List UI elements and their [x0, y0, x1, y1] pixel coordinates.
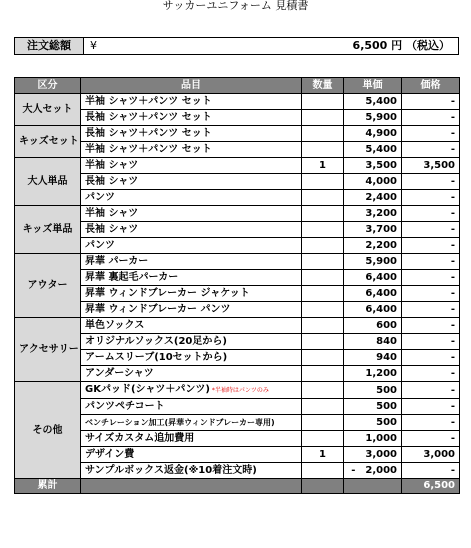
table-row [15, 334, 460, 350]
table-row [15, 447, 460, 463]
price-cell: - [402, 126, 460, 142]
item-note: *半袖時はパンツのみ [211, 387, 269, 394]
price-cell: 3,000 [402, 447, 460, 463]
table-row [15, 431, 460, 447]
price-cell: - [402, 190, 460, 206]
price-cell: - [402, 174, 460, 190]
header-unit-price: 単価 [344, 78, 402, 94]
item-cell [81, 270, 302, 286]
unit-price-cell: 5,900 [344, 110, 402, 126]
header-item: 品目 [81, 78, 302, 94]
sum-empty-cell [302, 479, 344, 494]
unit-price-cell: 500 [344, 415, 402, 431]
item-label: パンツペチコート [85, 401, 165, 412]
price-cell: - [402, 431, 460, 447]
item-cell [81, 142, 302, 158]
table-row [15, 222, 460, 238]
header-quantity: 数量 [302, 78, 344, 94]
quantity-cell [302, 366, 344, 382]
item-cell [81, 206, 302, 222]
quantity-cell [302, 399, 344, 415]
sum-price: 6,500 [402, 479, 460, 494]
quote-table [14, 77, 460, 494]
price-cell: - [402, 238, 460, 254]
item-cell [81, 110, 302, 126]
table-row [15, 206, 460, 222]
item-label: 単色ソックス [85, 320, 145, 331]
quantity-cell [302, 206, 344, 222]
item-label: デザイン費 [85, 449, 135, 460]
unit-price-cell: 3,700 [344, 222, 402, 238]
item-label: サンプルボックス返金(※10着注文時) [85, 465, 257, 476]
table-row [15, 302, 460, 318]
table-row [15, 382, 460, 399]
quantity-cell [302, 126, 344, 142]
quantity-cell [302, 190, 344, 206]
document-title: サッカーユニフォーム 見積書 [162, 0, 309, 12]
price-cell: - [402, 110, 460, 126]
item-cell [81, 447, 302, 463]
quantity-cell: 1 [302, 158, 344, 174]
item-cell [81, 366, 302, 382]
item-cell [81, 254, 302, 270]
unit-price-cell: 3,500 [344, 158, 402, 174]
item-cell [81, 318, 302, 334]
quantity-cell [302, 270, 344, 286]
order-total-box [14, 37, 459, 55]
item-label: アームスリーブ(10セットから) [85, 352, 228, 363]
table-row [15, 415, 460, 431]
quantity-cell [302, 174, 344, 190]
quantity-cell [302, 222, 344, 238]
quantity-cell [302, 286, 344, 302]
item-label: パンツ [85, 240, 115, 251]
item-cell [81, 174, 302, 190]
quantity-cell [302, 318, 344, 334]
item-cell [81, 415, 302, 431]
quantity-cell [302, 94, 344, 110]
item-label: 昇華 ウィンドブレーカー パンツ [85, 304, 231, 315]
price-cell: - [402, 302, 460, 318]
price-cell: - [402, 222, 460, 238]
table-row [15, 286, 460, 302]
category-cell: アウター [15, 254, 81, 318]
item-cell [81, 350, 302, 366]
unit-price-cell: 4,000 [344, 174, 402, 190]
quantity-cell [302, 334, 344, 350]
quantity-cell [302, 431, 344, 447]
unit-price-cell: - 2,000 [344, 463, 402, 479]
item-label: 昇華 裏起毛パーカー [85, 272, 179, 283]
item-label: GKパッド(シャツ＋パンツ) [85, 384, 210, 395]
sum-empty-cell [81, 479, 302, 494]
item-cell [81, 94, 302, 110]
price-cell: - [402, 270, 460, 286]
price-cell: - [402, 415, 460, 431]
quantity-cell: 1 [302, 447, 344, 463]
quantity-cell [302, 302, 344, 318]
header-price: 価格 [402, 78, 460, 94]
item-cell [81, 190, 302, 206]
unit-price-cell: 1,000 [344, 431, 402, 447]
unit-price-cell: 5,400 [344, 94, 402, 110]
price-cell: - [402, 382, 460, 399]
table-header-row [15, 78, 460, 94]
item-label: ベンチレーション加工(昇華ウィンドブレーカー専用) [85, 418, 275, 427]
unit-price-cell: 6,400 [344, 286, 402, 302]
price-cell: - [402, 318, 460, 334]
unit-price-cell: 2,200 [344, 238, 402, 254]
quantity-cell [302, 238, 344, 254]
table-row [15, 399, 460, 415]
item-cell [81, 399, 302, 415]
price-cell: - [402, 350, 460, 366]
price-cell: 3,500 [402, 158, 460, 174]
item-label: 長袖 シャツ [85, 224, 139, 235]
item-label: 半袖 シャツ＋パンツ セット [85, 96, 212, 107]
table-row [15, 350, 460, 366]
table-row [15, 142, 460, 158]
table-row [15, 158, 460, 174]
category-cell: 大人単品 [15, 158, 81, 206]
price-cell: - [402, 286, 460, 302]
item-label: 半袖 シャツ [85, 208, 139, 219]
item-cell [81, 126, 302, 142]
item-label: 長袖 シャツ＋パンツ セット [85, 112, 212, 123]
unit-price-cell: 940 [344, 350, 402, 366]
price-cell: - [402, 94, 460, 110]
unit-price-cell: 6,400 [344, 302, 402, 318]
order-total-label: 注文総額 [15, 38, 84, 54]
table-row [15, 190, 460, 206]
unit-price-cell: 4,900 [344, 126, 402, 142]
quantity-cell [302, 254, 344, 270]
unit-price-cell: 500 [344, 382, 402, 399]
currency-symbol: ¥ [90, 39, 97, 52]
unit-price-cell: 600 [344, 318, 402, 334]
price-cell: - [402, 334, 460, 350]
item-cell [81, 302, 302, 318]
item-label: 半袖 シャツ [85, 160, 139, 171]
quantity-cell [302, 382, 344, 399]
item-cell [81, 222, 302, 238]
table-row [15, 110, 460, 126]
sum-label: 累計 [15, 479, 81, 494]
table-row [15, 254, 460, 270]
unit-price-cell: 5,400 [344, 142, 402, 158]
price-cell: - [402, 463, 460, 479]
item-cell [81, 238, 302, 254]
table-row [15, 463, 460, 479]
unit-price-cell: 3,000 [344, 447, 402, 463]
quantity-cell [302, 142, 344, 158]
unit-price-cell: 500 [344, 399, 402, 415]
category-cell: キッズセット [15, 126, 81, 158]
quantity-cell [302, 110, 344, 126]
table-row [15, 238, 460, 254]
category-cell: 大人セット [15, 94, 81, 126]
item-label: 長袖 シャツ [85, 176, 139, 187]
item-label: オリジナルソックス(20足から) [85, 336, 227, 347]
item-label: サイズカスタム追加費用 [85, 433, 195, 444]
category-cell: アクセサリー [15, 318, 81, 382]
unit-price-cell: 6,400 [344, 270, 402, 286]
item-cell [81, 286, 302, 302]
quantity-cell [302, 350, 344, 366]
table-row [15, 126, 460, 142]
item-label: パンツ [85, 192, 115, 203]
item-cell [81, 431, 302, 447]
price-cell: - [402, 366, 460, 382]
header-category: 区分 [15, 78, 81, 94]
item-label: 昇華 パーカー [85, 256, 149, 267]
table-row [15, 318, 460, 334]
item-label: 長袖 シャツ＋パンツ セット [85, 128, 212, 139]
item-cell [81, 463, 302, 479]
item-label: アンダーシャツ [85, 368, 154, 379]
unit-price-cell: 5,900 [344, 254, 402, 270]
item-cell [81, 334, 302, 350]
table-row [15, 270, 460, 286]
order-total-amount: 6,500 円 （税込） [352, 39, 450, 52]
unit-price-cell: 1,200 [344, 366, 402, 382]
sum-row [15, 479, 460, 494]
price-cell: - [402, 206, 460, 222]
table-row [15, 366, 460, 382]
category-cell: その他 [15, 382, 81, 479]
item-cell [81, 158, 302, 174]
quantity-cell [302, 415, 344, 431]
unit-price-cell: 3,200 [344, 206, 402, 222]
quantity-cell [302, 463, 344, 479]
price-cell: - [402, 399, 460, 415]
item-label: 半袖 シャツ＋パンツ セット [85, 144, 212, 155]
item-cell [81, 382, 302, 399]
unit-price-cell: 840 [344, 334, 402, 350]
price-cell: - [402, 254, 460, 270]
item-label: 昇華 ウィンドブレーカー ジャケット [85, 288, 250, 299]
unit-price-cell: 2,400 [344, 190, 402, 206]
table-row [15, 174, 460, 190]
price-cell: - [402, 142, 460, 158]
category-cell: キッズ単品 [15, 206, 81, 254]
sum-empty-cell [344, 479, 402, 494]
table-row [15, 94, 460, 110]
